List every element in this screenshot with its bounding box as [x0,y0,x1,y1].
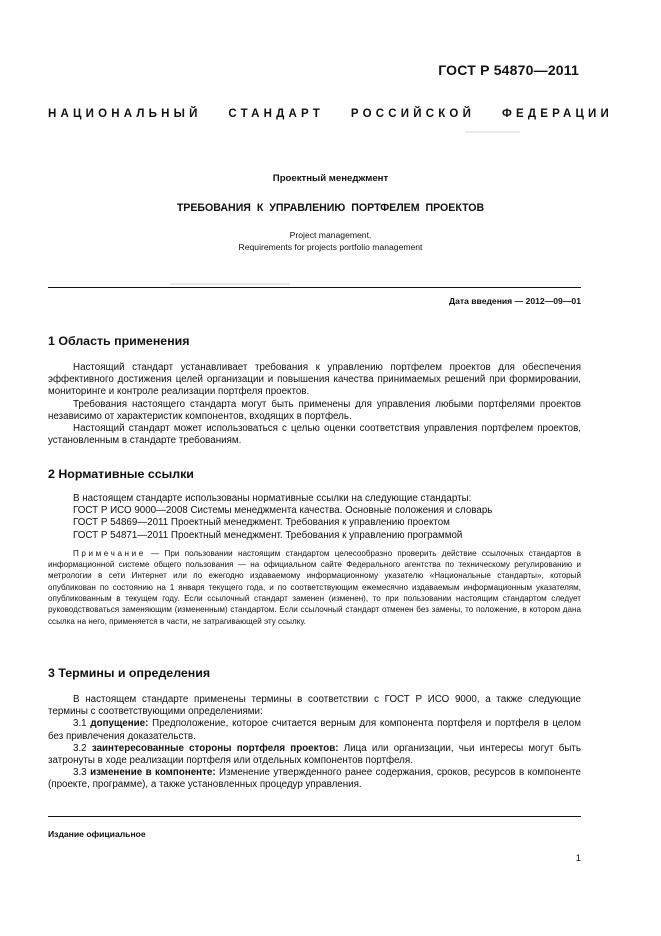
introduction-date: Дата введения — 2012—09—01 [448,296,581,306]
section-heading: 3 Термины и определения [48,666,211,680]
scan-artifact [170,283,290,285]
document-number: ГОСТ Р 54870—2011 [438,62,579,78]
reference-item: ГОСТ Р 54869—2011 Проектный менеджмент. Требования к управлению проектом [73,517,450,529]
note-label: Примечание [73,548,146,558]
paragraph: Настоящий стандарт устанавливает требования к управлению портфелем проектов для обеспечения эффективного достижения целей организации и повышения качества принимаемых решений при формировании, мониторинге и контроле реализации портфеля проектов. [48,362,581,398]
reference-item: ГОСТ Р 54871—2011 Проектный менеджмент. Требования к управлению программой [73,529,463,541]
section-heading: 1 Область применения [48,334,190,348]
term-number: 3.1 [73,718,91,730]
paragraph: В настоящем стандарте использованы нормативные ссылки на следующие стандарты: [73,493,472,504]
term-definition [48,767,581,791]
paragraph: Настоящий стандарт может использоваться с целью оценки соответствия управления портфелем проектов, установленным в стандарте требованиям. [48,423,581,447]
term-text: Предположение, которое считается верным для компонента портфеля и портфеля в целом без привлечения доказательств. [48,718,581,742]
reference-item: ГОСТ Р ИСО 9000—2008 Системы менеджмента качества. Основные положения и словарь [73,505,493,517]
standard-type-banner: НАЦИОНАЛЬНЫЙ СТАНДАРТ РОССИЙСКОЙ ФЕДЕРАЦИИ [48,108,613,120]
term-name: допущение: [90,718,149,730]
english-title-line-2: Requirements for projects portfolio management [238,242,423,252]
term-text: Лица или организации, чьи интересы могут быть затронуты в ходе реализации портфеля или отдельных компонентов портфеля. [48,742,581,767]
term-definition [48,743,581,767]
scan-artifact [465,131,520,133]
term-name: изменение в компоненте: [90,767,216,779]
note-text: — При пользовании настоящим стандартом целесообразно проверить действие ссылочных стандартов в информационной системе общего пользования — на официальном сайте Федерального агентства по техническому регулированию и метрологии в сети Интернет или по ежегодно издаваемому информационному указателю «Национальные стандарты», который опубликован по состоянию на 1 января текущего года, и по соответствующим ежемесячно издаваемым информационным указателям, опубликованным в текущем году. Если ссылочный стандарт заменен (изменен), то при пользовании настоящим стандартом следует руководствоваться заменяющим (измененным) стандартом. Если ссылочный стандарт отменен без замены, то положение, в котором дана ссылка на него, применяется в части, не затрагивающей эту ссылку. [48,548,581,626]
document-title: ТРЕБОВАНИЯ К УПРАВЛЕНИЮ ПОРТФЕЛЕМ ПРОЕКТОВ [176,202,485,214]
edition-label: Издание официальное [48,829,146,839]
term-number: 3.3 [73,767,91,779]
section-scope [48,334,581,447]
note [48,548,581,627]
term-definition [48,718,581,742]
paragraph: Требования настоящего стандарта могут быть применены для управления любыми портфелями проектов независимо от характеристик компонентов, входящих в портфель. [48,398,581,422]
document-subject: Проектный менеджмент [272,173,389,184]
section-heading: 2 Нормативные ссылки [48,467,194,481]
section-terms [48,666,581,792]
term-text: Изменение утвержденного ранее содержания, сроков, ресурсов в компоненте (проекте, программе), а также установленных процедур управления. [48,767,582,791]
term-number: 3.2 [73,742,92,754]
english-title-line-1: Project management. [289,230,372,240]
page-number: 1 [575,852,581,863]
section-normative-references [48,467,581,627]
paragraph: В настоящем стандарте применены термины в соответствии с ГОСТ Р ИСО 9000, а также следующие термины с соответствующими определениями: [48,694,581,718]
footer-divider [48,816,581,817]
english-title [0,229,661,253]
term-name: заинтересованные стороны портфеля проектов: [91,742,339,754]
title-divider [48,287,581,288]
